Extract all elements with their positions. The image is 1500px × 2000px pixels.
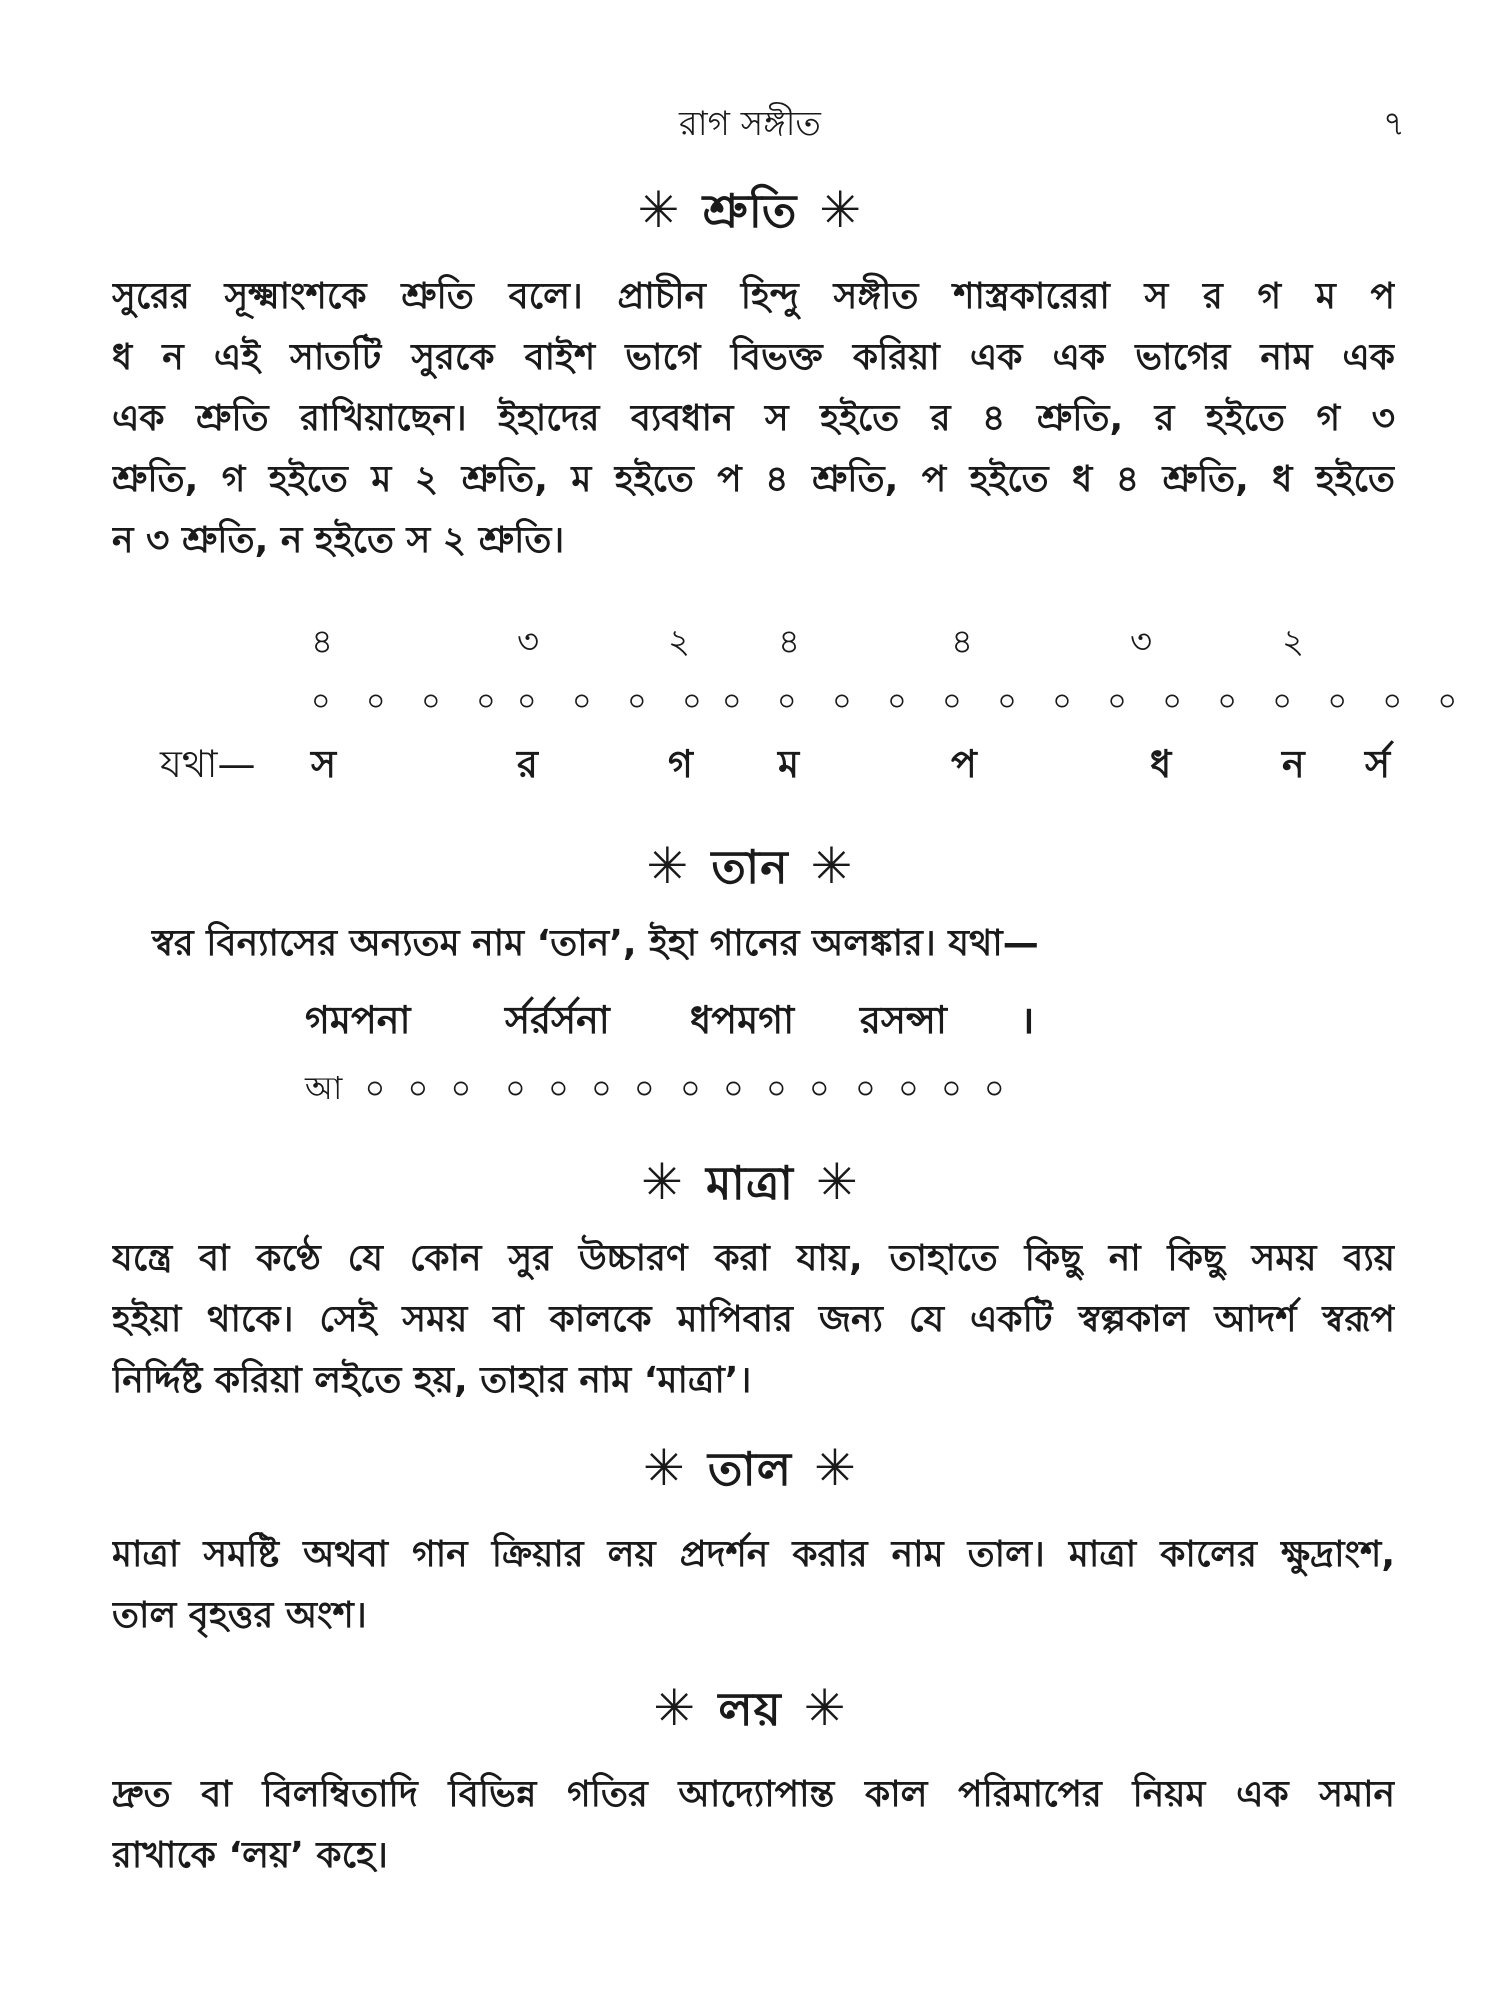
sruti-count: ৪ [311, 622, 334, 662]
sruti-count: ৩ [517, 622, 540, 662]
tan-syllable-group: ০ ০ ০ ০ [855, 1069, 1011, 1107]
section-heading-laya: ✳ লয় ✳ [653, 1679, 847, 1737]
section-heading-sruti: ✳ শ্রুতি ✳ [637, 181, 863, 239]
paragraph-line: তাল বৃহত্তর অংশ। [112, 1595, 367, 1636]
matra-paragraph [112, 1228, 1395, 1411]
tan-phrase: ধপমগা [690, 998, 795, 1042]
note: গ [668, 742, 693, 786]
paragraph-line: ন ৩ শ্রুতি, ন হইতে স ২ শ্রুতি। [112, 520, 565, 561]
note: ধ [1150, 742, 1172, 786]
sruti-count: ৩ [1130, 622, 1153, 662]
sruti-count: ৪ [778, 622, 801, 662]
laya-paragraph [112, 1764, 1395, 1886]
note: র [517, 742, 538, 786]
tan-phrase-end: । [1020, 998, 1035, 1042]
paragraph-line: সুরের সূক্ষ্মাংশকে শ্রুতি বলে। প্রাচীন হিন্দু সঙ্গীত শাস্ত্রকারেরা স র গ ম প [112, 276, 1395, 317]
running-head [0, 96, 1500, 152]
sruti-notes-row [0, 734, 1500, 794]
taal-paragraph [112, 1524, 1395, 1646]
sruti-count: ৪ [951, 622, 974, 662]
paragraph-line: এক শ্রুতি রাখিয়াছেন। ইহাদের ব্যবধান স হইতে র ৪ শ্রুতি, র হইতে গ ৩ [112, 398, 1395, 439]
note: প [951, 742, 977, 786]
paragraph-line: যন্ত্রে বা কণ্ঠে যে কোন সুর উচ্চারণ করা যায়, তাহাতে কিছু না কিছু সময় ব্যয় [112, 1238, 1395, 1279]
asterisk-star-icon: ✳ [637, 181, 681, 239]
tan-phrase: রসন্সা [860, 998, 947, 1042]
tan-intro: স্বর বিন্যাসের অন্যতম নাম ‘তান’, ইহা গানের অলঙ্কার। যথা— [152, 923, 1039, 964]
tan-syllables-row [0, 1058, 1500, 1118]
asterisk-star-icon: ✳ [643, 1439, 686, 1497]
tan-phrase: গমপনা [305, 998, 411, 1042]
note: ন [1282, 742, 1305, 786]
book-title: রাগ সঙ্গীত [679, 104, 821, 144]
asterisk-star-icon: ✳ [810, 837, 854, 895]
asterisk-star-icon: ✳ [641, 1153, 684, 1211]
section-heading-tan: ✳ তান ✳ [646, 837, 854, 895]
asterisk-star-icon: ✳ [646, 837, 690, 895]
tan-syllable-group: আ ০ ০ ০ [305, 1069, 478, 1107]
paragraph-line: দ্রুত বা বিলম্বিতাদি বিভিন্ন গতির আদ্যোপান্ত কাল পরিমাপের নিয়ম এক সমান [112, 1774, 1395, 1815]
sruti-dot-group: ০ ০ ০ ০ [311, 684, 509, 719]
sruti-paragraph [112, 266, 1395, 571]
asterisk-star-icon: ✳ [819, 181, 863, 239]
asterisk-star-icon: ✳ [653, 1679, 697, 1737]
paragraph-line: ধ ন এই সাতটি সুরকে বাইশ ভাগে বিভক্ত করিয়া এক এক ভাগের নাম এক [112, 337, 1395, 378]
example-label: যথা— [160, 742, 256, 786]
sruti-dot-group: ০ ০ ০ ০ ০ ০ ০ ০ ০ ০ ০ ০ ০ ০ [722, 684, 1471, 719]
paragraph-line: নির্দ্দিষ্ট করিয়া লইতে হয়, তাহার নাম ‘মাত্রা’। [112, 1360, 752, 1401]
asterisk-star-icon: ✳ [816, 1153, 859, 1211]
note: র্স [1365, 742, 1391, 786]
paragraph-line: শ্রুতি, গ হইতে ম ২ শ্রুতি, ম হইতে প ৪ শ্রুতি, প হইতে ধ ৪ শ্রুতি, ধ হইতে [112, 459, 1395, 500]
page-number: ৭ [1382, 104, 1405, 144]
tan-phrase: র্সর্রর্সনা [505, 998, 610, 1042]
paragraph-line: হইয়া থাকে। সেই সময় বা কালকে মাপিবার জন্য যে একটি স্বল্পকাল আদর্শ স্বরূপ [112, 1299, 1395, 1340]
sruti-dots-row [0, 672, 1500, 732]
sruti-dot-group: ০ ০ ০ ০ [517, 684, 715, 719]
tan-phrases-row [0, 990, 1500, 1050]
note: স [311, 742, 337, 786]
section-heading-matra: ✳ মাত্রা ✳ [641, 1153, 859, 1211]
tan-syllable-group: ০ ০ ০ ০ [680, 1069, 836, 1107]
paragraph-line: মাত্রা সমষ্টি অথবা গান ক্রিয়ার লয় প্রদর্শন করার নাম তাল। মাত্রা কালের ক্ষুদ্রাংশ, [112, 1534, 1395, 1575]
tan-syllable-group: ০ ০ ০ ০ [505, 1069, 661, 1107]
asterisk-star-icon: ✳ [803, 1679, 847, 1737]
note: ম [778, 742, 800, 786]
section-heading-taal: ✳ তাল ✳ [643, 1439, 857, 1497]
sruti-count: ২ [668, 622, 691, 662]
sruti-count-row [0, 612, 1500, 672]
paragraph-line: রাখাকে ‘লয়’ কহে। [112, 1835, 388, 1876]
asterisk-star-icon: ✳ [814, 1439, 857, 1497]
sruti-count: ২ [1282, 622, 1305, 662]
